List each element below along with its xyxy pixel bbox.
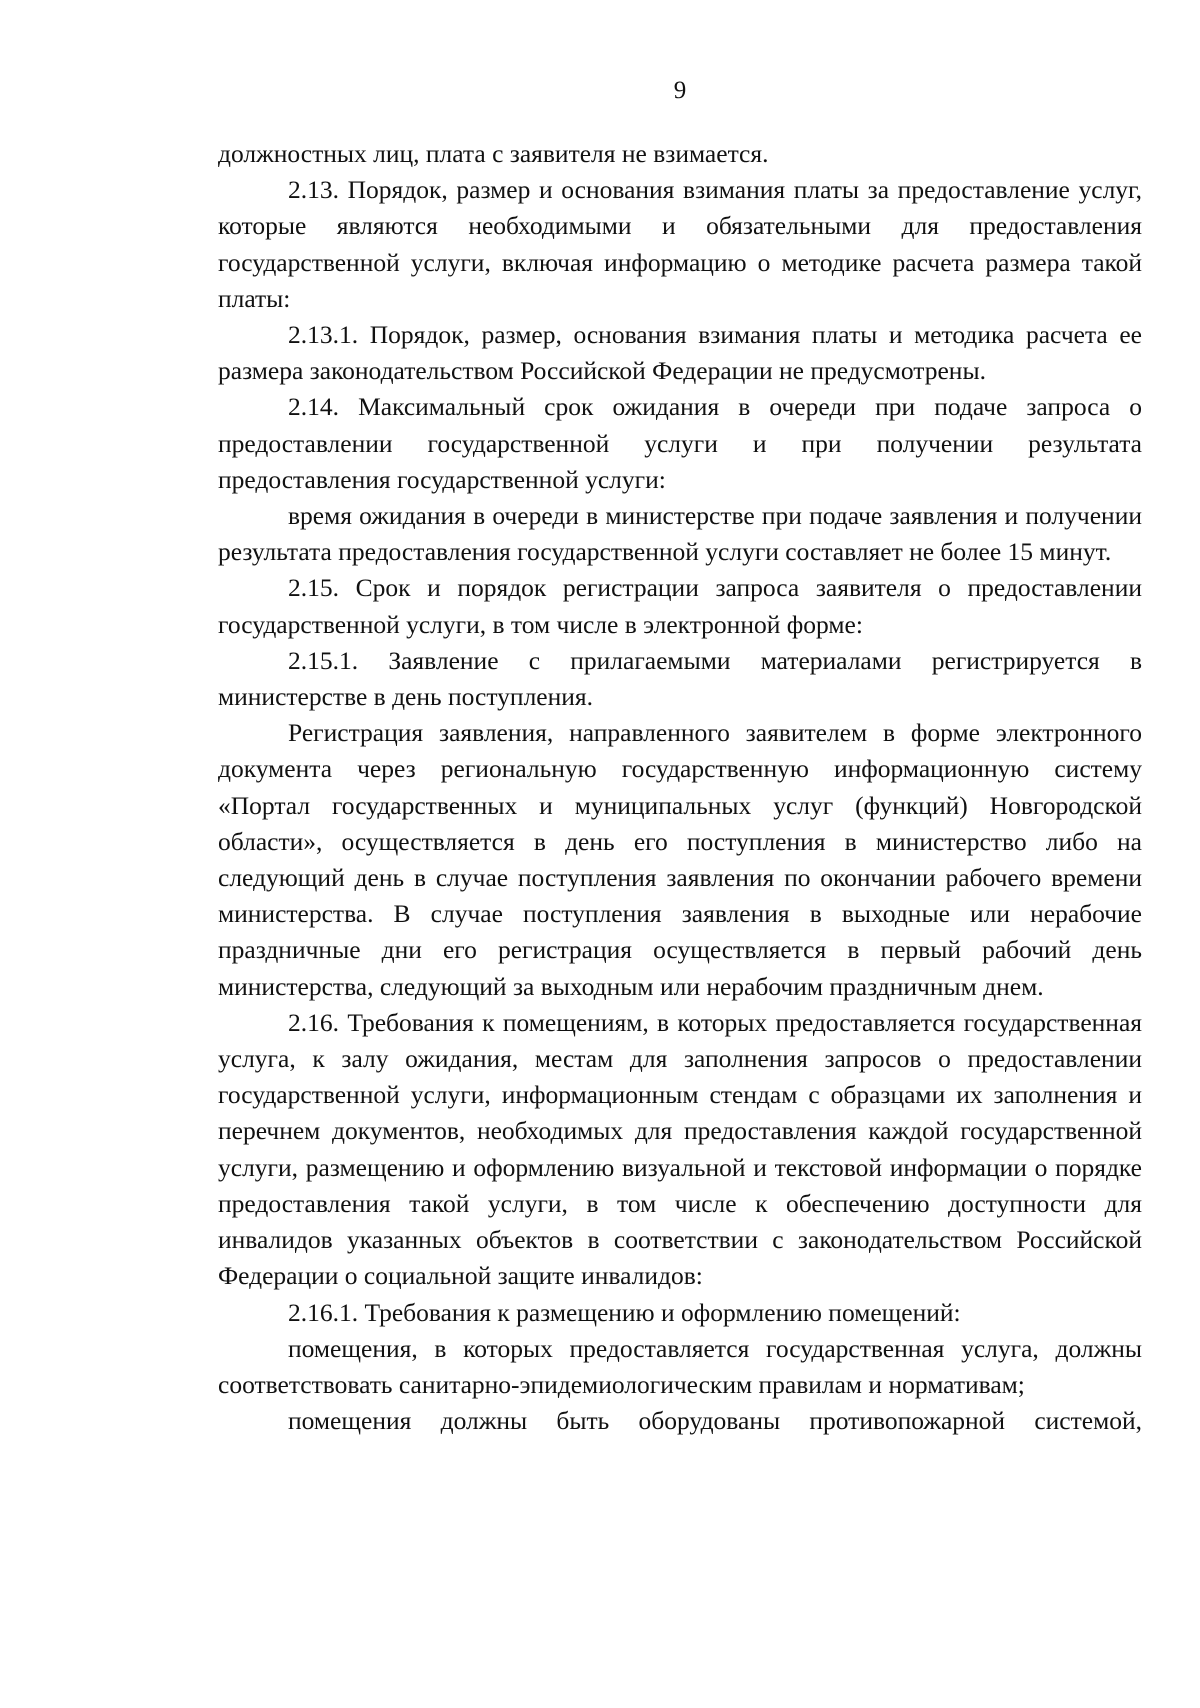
paragraph-2-15-1: 2.15.1. Заявление с прилагаемыми материалами регистрируется в министерстве в день поступления. [218, 645, 1142, 712]
paragraph-waiting-time: время ожидания в очереди в министерстве при подаче заявления и получении результата предоставления государственной услуги составляет не более 15 минут. [218, 501, 1142, 567]
paragraph-2-16: 2.16. Требования к помещениям, в которых предоставляется государственная услуга, к залу ожидания, местам для заполнения запросов о предоставлении государственной услуги, информационным стендам с образцами их заполнения и перечнем документов, необходимых для предоставления каждой государственной услуги, размещению и оформлению визуальной и текстовой информации о порядке предоставления такой услуги, в том числе к обеспечению доступности для инвалидов указанных объектов в соответствии с законодательством Российской Федерации о социальной защите инвалидов: [218, 1007, 1142, 1291]
paragraph-2-15: 2.15. Срок и порядок регистрации запроса заявителя о предоставлении государственной услуги, в том числе в электронной форме: [218, 573, 1142, 639]
paragraph-fire-safety: помещения должны быть оборудованы противопожарной системой, [288, 1406, 1142, 1436]
paragraph-registration: Регистрация заявления, направленного заявителем в форме электронного документа через региональную государственную информационную систему «Портал государственных и муниципальных услуг (функций) Новгородской области», осуществляется в день его поступления в министерство либо на следующий день в случае поступления заявления по окончании рабочего времени министерства. В случае поступления заявления в выходные или нерабочие праздничные дни его регистрация осуществляется в первый рабочий день министерства, следующий за выходным или нерабочим праздничным днем. [218, 718, 1142, 1001]
paragraph-2-14: 2.14. Максимальный срок ожидания в очереди при подаче запроса о предоставлении государственной услуги и при получении результата предоставления государственной услуги: [218, 392, 1142, 494]
page-number: 9 [673, 77, 687, 104]
document-body [218, 136, 1142, 1439]
paragraph-2-13: 2.13. Порядок, размер и основания взимания платы за предоставление услуг, которые являются необходимыми и обязательными для предоставления государственной услуги, включая информацию о методике расчета размера такой платы: [218, 175, 1142, 313]
paragraph-2-13-1: 2.13.1. Порядок, размер, основания взимания платы и методика расчета ее размера законодательством Российской Федерации не предусмотрены. [218, 320, 1142, 386]
paragraph-2-16-1: 2.16.1. Требования к размещению и оформлению помещений: [288, 1297, 961, 1327]
paragraph-premises-requirements: помещения, в которых предоставляется государственная услуга, должны соответствовать санитарно-эпидемиологическим правилам и нормативам; [218, 1333, 1142, 1399]
paragraph-continuation: должностных лиц, плата с заявителя не взимается. [218, 139, 769, 168]
